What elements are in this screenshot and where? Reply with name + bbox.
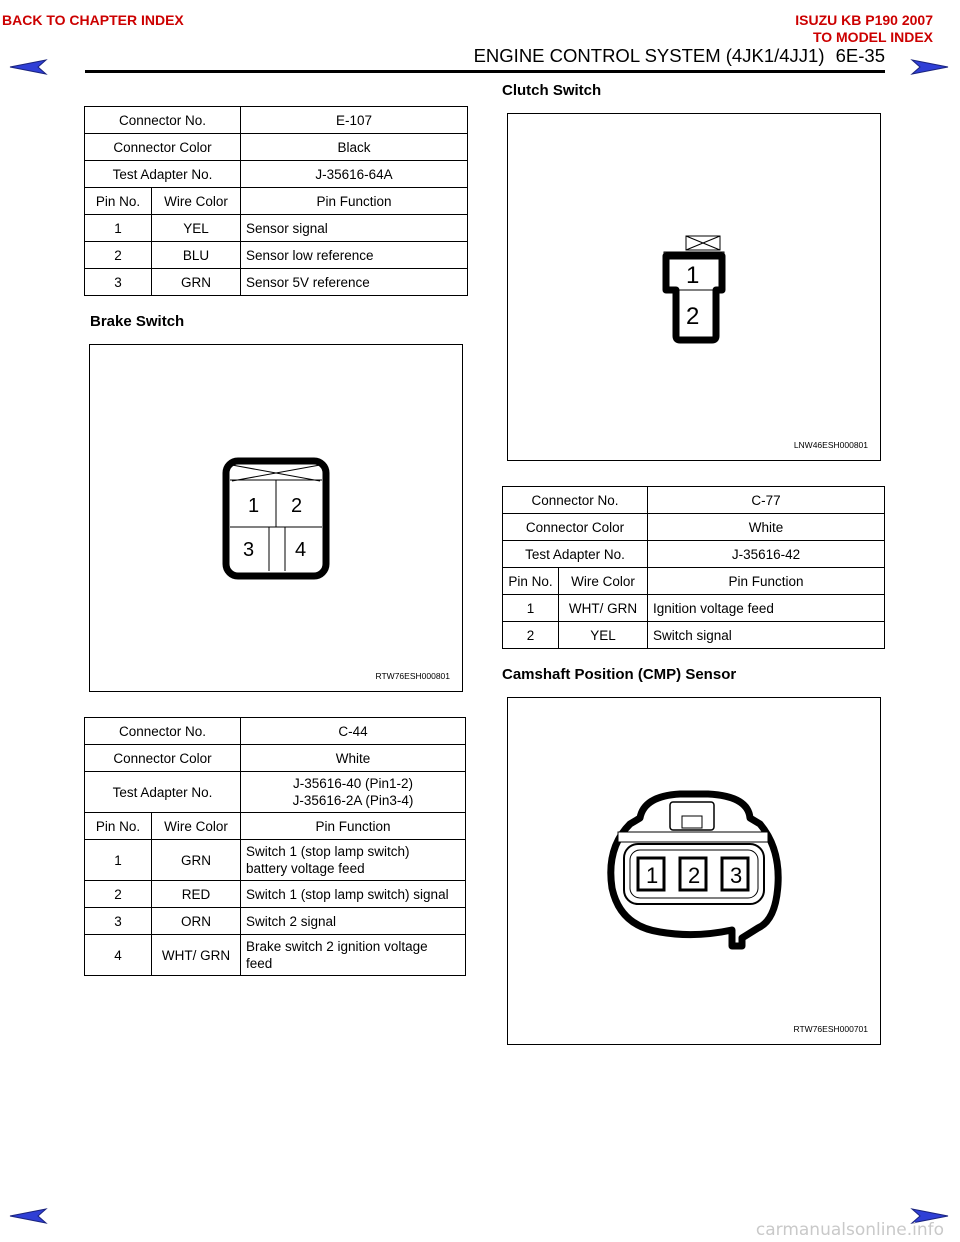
header-wire-color: Wire Color	[152, 813, 241, 840]
table-row	[85, 881, 466, 908]
test-adapter-value: J-35616-42	[648, 541, 885, 568]
pin-number: 3	[85, 269, 152, 296]
test-adapter-value	[241, 772, 466, 813]
header-rule	[85, 70, 885, 73]
footer-watermark: carmanualsonline.info	[755, 1220, 944, 1240]
wire-color: WHT/ GRN	[152, 935, 241, 976]
label-test-adapter: Test Adapter No.	[503, 541, 648, 568]
cmp-sensor-title: Camshaft Position (CMP) Sensor	[502, 666, 737, 683]
wire-color: YEL	[559, 622, 648, 649]
pin-label: 1	[646, 863, 659, 888]
pin-function: Sensor signal	[241, 215, 468, 242]
connector-no-value: C-77	[648, 487, 885, 514]
pin-function: Sensor low reference	[241, 242, 468, 269]
pin-number: 1	[85, 215, 152, 242]
pin-function: Ignition voltage feed	[648, 595, 885, 622]
label-test-adapter: Test Adapter No.	[85, 161, 241, 188]
connector-color-value: White	[241, 745, 466, 772]
wire-color: RED	[152, 881, 241, 908]
pin-label: 3	[730, 863, 743, 888]
header-wire-color: Wire Color	[152, 188, 241, 215]
back-to-chapter-index-link[interactable]: BACK TO CHAPTER INDEX	[2, 12, 184, 28]
model-title-link[interactable]: ISUZU KB P190 2007	[795, 12, 933, 28]
pin-number: 4	[85, 935, 152, 976]
label-connector-color: Connector Color	[85, 745, 241, 772]
pin-label: 2	[688, 863, 701, 888]
header-wire-color: Wire Color	[559, 568, 648, 595]
pin-label: 1	[686, 262, 700, 289]
wire-color: YEL	[152, 215, 241, 242]
pin-number: 2	[503, 622, 559, 649]
test-adapter-value: J-35616-64A	[241, 161, 468, 188]
brake-switch-title: Brake Switch	[90, 313, 185, 330]
cmp-sensor-figure	[507, 697, 881, 1045]
header-pin-no: Pin No.	[85, 813, 152, 840]
wire-color: GRN	[152, 840, 241, 881]
table-row	[85, 908, 466, 935]
pin-number: 1	[503, 595, 559, 622]
header-page-number: 6E-35	[835, 45, 885, 66]
pin-number: 3	[85, 908, 152, 935]
label-connector-no: Connector No.	[85, 107, 241, 134]
brake-switch-connector-icon	[222, 457, 332, 581]
table-row	[503, 595, 885, 622]
arrow-left-icon[interactable]	[8, 1207, 48, 1225]
connector-table-c77	[502, 486, 885, 649]
label-connector-no: Connector No.	[503, 487, 648, 514]
clutch-switch-title: Clutch Switch	[502, 82, 602, 99]
pin-function	[241, 935, 466, 976]
figure-id: LNW46ESH000801	[793, 440, 868, 450]
header-pin-no: Pin No.	[85, 188, 152, 215]
table-row	[85, 935, 466, 976]
figure-id: RTW76ESH000801	[375, 671, 450, 681]
test-adapter-line-2: J-35616-2A (Pin3-4)	[292, 793, 414, 808]
wire-color: WHT/ GRN	[559, 595, 648, 622]
clutch-switch-figure	[507, 113, 881, 461]
pin-function-line-1: Brake switch 2 ignition voltage	[246, 939, 428, 954]
connector-no-value: C-44	[241, 718, 466, 745]
pin-label: 1	[248, 495, 260, 517]
header-pin-no: Pin No.	[503, 568, 559, 595]
pin-number: 2	[85, 881, 152, 908]
table-row	[85, 215, 468, 242]
header-pin-function: Pin Function	[241, 813, 466, 840]
label-connector-no: Connector No.	[85, 718, 241, 745]
label-connector-color: Connector Color	[503, 514, 648, 541]
wire-color: BLU	[152, 242, 241, 269]
label-test-adapter: Test Adapter No.	[85, 772, 241, 813]
connector-color-value: White	[648, 514, 885, 541]
label-connector-color: Connector Color	[85, 134, 241, 161]
pin-function: Sensor 5V reference	[241, 269, 468, 296]
page-header	[474, 45, 885, 67]
pin-label: 3	[243, 539, 255, 561]
header-section-title: ENGINE CONTROL SYSTEM (4JK1/4JJ1)	[473, 45, 825, 66]
header-pin-function: Pin Function	[241, 188, 468, 215]
wire-color: GRN	[152, 269, 241, 296]
pin-function: Switch signal	[648, 622, 885, 649]
wire-color: ORN	[152, 908, 241, 935]
pin-label: 4	[295, 539, 307, 561]
table-row	[85, 242, 468, 269]
pin-function-line-2: feed	[246, 956, 273, 971]
pin-function-line-2: battery voltage feed	[246, 861, 365, 876]
pin-label: 2	[686, 303, 700, 330]
table-row	[85, 269, 468, 296]
arrow-right-icon[interactable]	[910, 58, 950, 76]
pin-function-line-1: Switch 1 (stop lamp switch)	[246, 844, 410, 859]
arrow-left-icon[interactable]	[8, 58, 48, 76]
table-row	[503, 622, 885, 649]
table-row	[85, 840, 466, 881]
pin-function: Switch 1 (stop lamp switch) signal	[241, 881, 466, 908]
brake-switch-figure	[89, 344, 463, 692]
pin-function	[241, 840, 466, 881]
connector-no-value: E-107	[241, 107, 468, 134]
to-model-index-link[interactable]: TO MODEL INDEX	[812, 29, 933, 45]
figure-id: RTW76ESH000701	[793, 1024, 868, 1034]
connector-table-e107	[84, 106, 468, 296]
pin-function: Switch 2 signal	[241, 908, 466, 935]
header-pin-function: Pin Function	[648, 568, 885, 595]
pin-number: 2	[85, 242, 152, 269]
test-adapter-line-1: J-35616-40 (Pin1-2)	[292, 776, 414, 791]
pin-number: 1	[85, 840, 152, 881]
pin-label: 2	[291, 495, 303, 517]
connector-table-c44	[84, 717, 466, 976]
connector-color-value: Black	[241, 134, 468, 161]
